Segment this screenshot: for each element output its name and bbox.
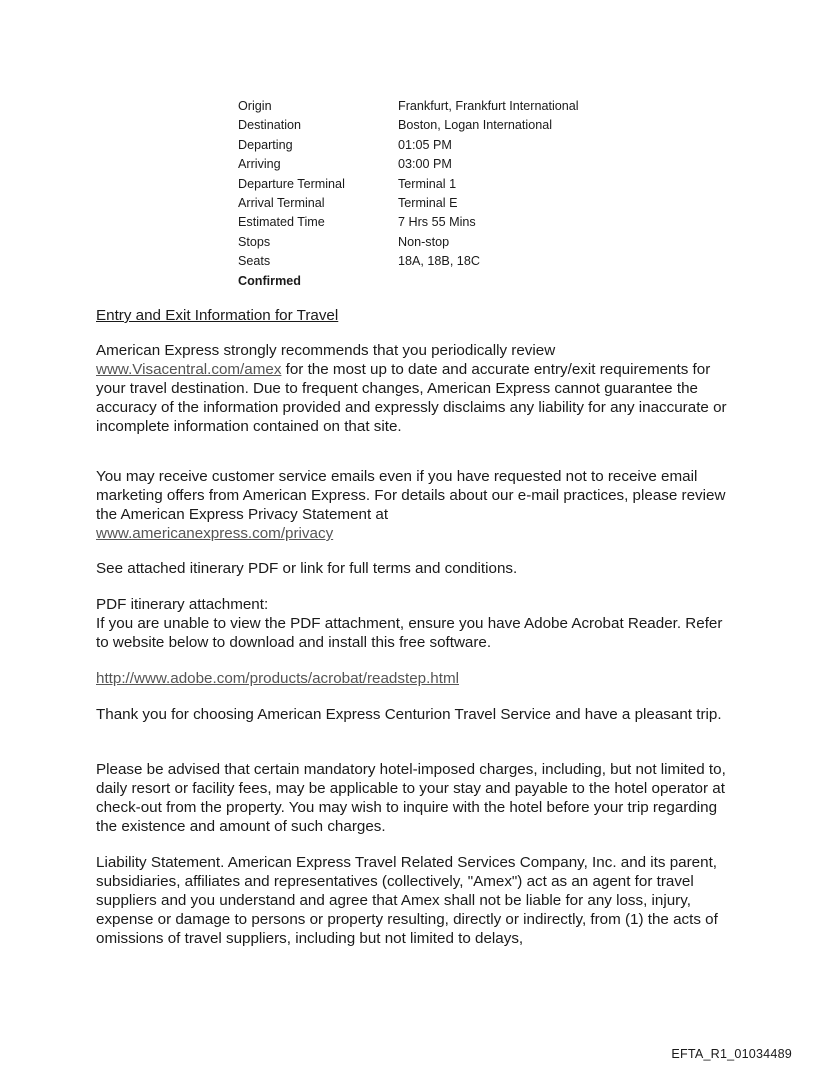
table-row xyxy=(238,213,579,232)
hotel-notice: Please be advised that certain mandatory hotel-imposed charges, including, but not limited to, daily resort or facility fees, may be applicable to your stay and payable to the hotel operator at check-out from the property. You may wish to inquire with the hotel before your trip regarding the existence and amount of such charges. xyxy=(96,761,726,835)
stops-label: Stops xyxy=(238,234,271,249)
stops-value: Non-stop xyxy=(398,234,450,249)
entry-exit-paragraph xyxy=(96,341,736,436)
arriving-label: Arriving xyxy=(238,157,281,172)
origin-value: Frankfurt, Frankfurt International xyxy=(398,99,579,113)
booking-status: Confirmed xyxy=(238,273,301,288)
adobe-link[interactable]: http://www.adobe.com/products/acrobat/readstep.html xyxy=(96,670,460,687)
departing-value: 01:05 PM xyxy=(398,137,452,152)
table-row xyxy=(238,136,579,155)
terms-note: See attached itinerary PDF or link for full terms and conditions. xyxy=(96,560,518,577)
flight-details-table xyxy=(238,97,579,291)
privacy-link[interactable]: www.americanexpress.com/privacy xyxy=(96,525,334,542)
departure-terminal-value: Terminal 1 xyxy=(398,176,457,191)
destination-value: Boston, Logan International xyxy=(398,118,553,133)
table-row xyxy=(238,233,579,252)
privacy-paragraph xyxy=(96,467,736,543)
seats-value: 18A, 18B, 18C xyxy=(398,254,480,269)
entry-exit-heading: Entry and Exit Information for Travel xyxy=(96,307,339,324)
table-row xyxy=(238,194,579,213)
thank-you-text: Thank you for choosing American Express Centurion Travel Service and have a pleasant trip. xyxy=(96,706,722,723)
pdf-title: PDF itinerary attachment: xyxy=(96,596,269,613)
table-row xyxy=(238,252,579,271)
liability-statement: Liability Statement. American Express Travel Related Services Company, Inc. and its parent, subsidiaries, affiliates and representatives (collectively, "Amex") act as an agent for travel suppliers and you understand and agree that Amex shall not be liable for any loss, injury, expense or damage to persons or property resulting, directly or indirectly, from (1) the acts of omissions of travel suppliers, including but not limited to delays, xyxy=(96,854,718,947)
table-row xyxy=(238,116,579,135)
entry-exit-body: for the most up to date and accurate entry/exit requirements for your travel destination. Due to frequent changes, American Express cannot guarantee the accuracy of the information provided and expressly disclaims any liability for any inaccurate or incomplete information contained on that site. xyxy=(96,361,727,435)
arrival-terminal-label: Arrival Terminal xyxy=(238,196,325,211)
table-row xyxy=(238,272,579,291)
estimated-time-value: 7 Hrs 55 Mins xyxy=(398,215,476,230)
arriving-value: 03:00 PM xyxy=(398,157,452,172)
table-row xyxy=(238,175,579,194)
visacentral-link[interactable]: www.Visacentral.com/amex xyxy=(96,361,282,378)
arrival-terminal-value: Terminal E xyxy=(398,196,458,211)
pdf-paragraph xyxy=(96,595,736,652)
privacy-text: You may receive customer service emails even if you have requested not to receive email marketing offers from American Express. For details about our e-mail practices, please review the American Express Privacy Statement at xyxy=(96,468,726,523)
seats-label: Seats xyxy=(238,254,271,269)
entry-exit-intro: American Express strongly recommends that you periodically review xyxy=(96,342,556,359)
adobe-paragraph xyxy=(96,669,736,688)
estimated-time-label: Estimated Time xyxy=(238,215,325,230)
table-row xyxy=(238,155,579,174)
destination-label: Destination xyxy=(238,118,302,133)
origin-label: Origin xyxy=(238,99,272,113)
document-id: EFTA_R1_01034489 xyxy=(671,1047,792,1061)
departing-label: Departing xyxy=(238,137,293,152)
pdf-body: If you are unable to view the PDF attachment, ensure you have Adobe Acrobat Reader. Refer to website below to download and install this free software. xyxy=(96,615,723,651)
departure-terminal-label: Departure Terminal xyxy=(238,176,345,191)
table-row xyxy=(238,97,579,116)
